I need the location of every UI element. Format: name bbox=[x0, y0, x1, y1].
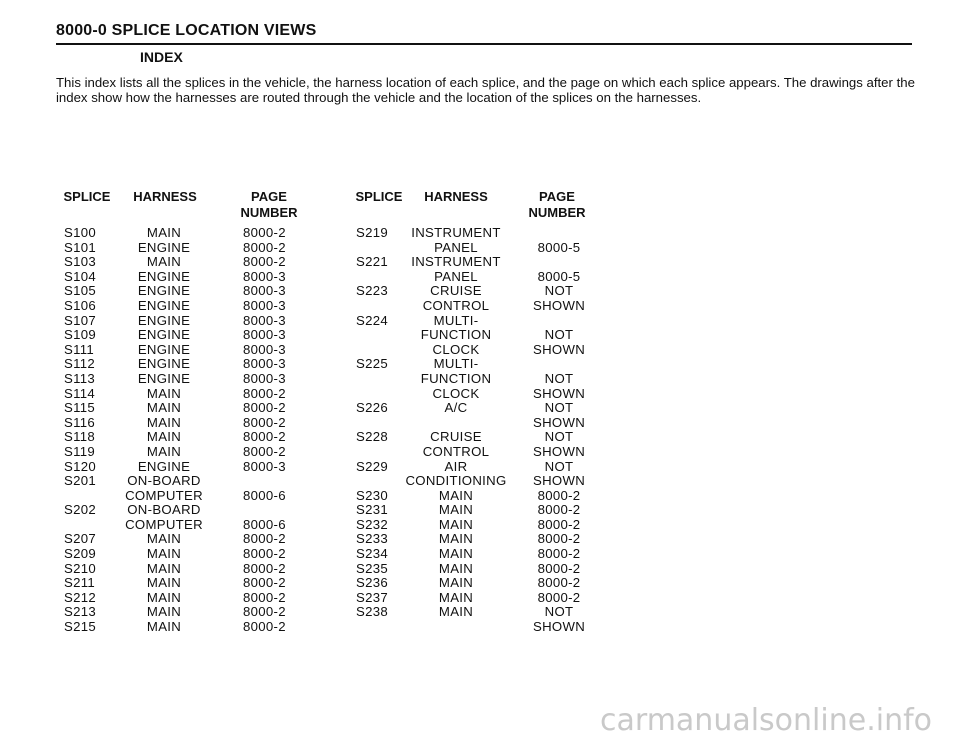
left-page-column bbox=[243, 226, 313, 635]
right-page-cell: 8000-2 bbox=[537, 531, 581, 547]
site-watermark: carmanualsonline.info bbox=[600, 703, 932, 738]
left-harness-cell: MAIN bbox=[146, 589, 182, 605]
left-page-cell: 8000-2 bbox=[243, 225, 286, 240]
right-page-cell: SHOWN bbox=[532, 443, 586, 459]
left-splice-cell: S202 bbox=[64, 502, 96, 518]
left-harness-cell: ENGINE bbox=[137, 356, 191, 372]
left-harness-cell: ON-BOARD bbox=[127, 502, 201, 518]
right-harness-cell: CONTROL bbox=[422, 443, 490, 459]
right-harness-cell bbox=[400, 620, 512, 635]
left-splice-cell: S201 bbox=[64, 473, 96, 489]
left-page-cell: 8000-2 bbox=[243, 400, 286, 416]
right-splice-cell: S238 bbox=[356, 604, 388, 620]
right-splice-header: SPLICE bbox=[355, 189, 403, 204]
right-page-cell: NOT bbox=[544, 400, 574, 416]
left-page-cell: 8000-2 bbox=[243, 443, 286, 459]
right-harness-cell: MAIN bbox=[438, 575, 474, 591]
right-harness-cell: MAIN bbox=[438, 589, 474, 605]
left-harness-cell: COMPUTER bbox=[125, 487, 203, 503]
left-harness-cell: ENGINE bbox=[137, 458, 191, 474]
left-harness-cell: ENGINE bbox=[137, 239, 191, 255]
left-splice-cell: S107 bbox=[64, 312, 96, 328]
left-splice-cell: S113 bbox=[64, 370, 96, 386]
right-harness-cell: FUNCTION bbox=[420, 370, 492, 386]
left-harness-cell: MAIN bbox=[146, 575, 182, 591]
left-page-cell: 8000-2 bbox=[243, 414, 286, 430]
right-page-cell: 8000-5 bbox=[537, 239, 581, 255]
right-harness-cell: PANEL bbox=[434, 239, 478, 255]
right-page-cell: NOT bbox=[544, 458, 574, 474]
left-page-cell: 8000-2 bbox=[243, 531, 286, 547]
intro-paragraph: This index lists all the splices in the vehicle, the harness location of each splice, and the page on which each splice appears. The drawings after the index show how the harnesses are routed through the vehicle and the location of the splices on the harnesses. bbox=[56, 75, 915, 105]
left-page-header bbox=[232, 189, 306, 221]
right-page-cell: 8000-2 bbox=[537, 546, 581, 562]
left-harness-cell: ON-BOARD bbox=[127, 473, 201, 489]
right-harness-cell: MULTI- bbox=[433, 356, 479, 372]
right-page-cell: NOT bbox=[544, 429, 574, 445]
right-harness-cell: MULTI- bbox=[433, 312, 479, 328]
right-splice-cell: S231 bbox=[356, 502, 388, 518]
right-page-header-line2: NUMBER bbox=[528, 205, 586, 220]
left-page-cell: 8000-2 bbox=[243, 619, 286, 635]
right-harness-cell: CRUISE bbox=[430, 283, 482, 299]
right-harness-header: HARNESS bbox=[424, 189, 488, 204]
left-harness-cell: MAIN bbox=[146, 400, 182, 416]
right-splice-cell: S233 bbox=[356, 531, 388, 547]
left-splice-cell: S116 bbox=[64, 414, 96, 430]
left-page-cell bbox=[243, 503, 313, 518]
right-page-cell bbox=[524, 255, 594, 270]
left-page-cell: 8000-2 bbox=[243, 385, 286, 401]
left-harness-cell: MAIN bbox=[146, 619, 182, 635]
left-splice-cell: S207 bbox=[64, 531, 96, 547]
right-page-cell: 8000-2 bbox=[537, 516, 581, 532]
left-splice-cell: S104 bbox=[64, 268, 96, 284]
left-page-cell: 8000-3 bbox=[243, 356, 286, 372]
section-heading: INDEX bbox=[140, 49, 183, 65]
left-harness-cell: ENGINE bbox=[137, 312, 191, 328]
left-harness-cell: MAIN bbox=[146, 604, 182, 620]
right-page-column bbox=[524, 226, 594, 635]
right-splice-cell: S219 bbox=[356, 225, 388, 240]
right-harness-cell: CONTROL bbox=[422, 297, 490, 313]
left-page-cell: 8000-3 bbox=[243, 458, 286, 474]
right-page-cell: SHOWN bbox=[532, 619, 586, 635]
right-splice-cell: S226 bbox=[356, 400, 388, 416]
right-harness-cell bbox=[400, 416, 512, 431]
right-page-cell: SHOWN bbox=[532, 414, 586, 430]
left-page-cell: 8000-3 bbox=[243, 283, 286, 299]
left-harness-cell: MAIN bbox=[146, 225, 182, 240]
page-title: 8000-0 SPLICE LOCATION VIEWS bbox=[56, 22, 317, 39]
left-splice-cell bbox=[64, 518, 124, 533]
right-page-cell bbox=[524, 357, 594, 372]
left-page-cell: 8000-3 bbox=[243, 370, 286, 386]
right-splice-cell: S235 bbox=[356, 560, 388, 576]
right-harness-cell: CRUISE bbox=[430, 429, 482, 445]
left-harness-cell: MAIN bbox=[146, 546, 182, 562]
left-harness-column bbox=[116, 226, 212, 635]
left-page-cell: 8000-2 bbox=[243, 589, 286, 605]
left-splice-cell bbox=[64, 489, 124, 504]
right-splice-cell: S236 bbox=[356, 575, 388, 591]
left-splice-cell: S213 bbox=[64, 604, 96, 620]
left-harness-cell: MAIN bbox=[146, 414, 182, 430]
left-splice-cell: S118 bbox=[64, 429, 96, 445]
right-splice-cell: S237 bbox=[356, 589, 388, 605]
right-page-cell: 8000-2 bbox=[537, 589, 581, 605]
right-page-cell: 8000-2 bbox=[537, 560, 581, 576]
left-splice-column bbox=[64, 226, 124, 635]
right-splice-cell: S230 bbox=[356, 487, 388, 503]
right-harness-cell: MAIN bbox=[438, 487, 474, 503]
right-page-cell: 8000-5 bbox=[537, 268, 581, 284]
right-harness-column bbox=[400, 226, 512, 635]
left-splice-cell: S209 bbox=[64, 546, 96, 562]
right-splice-cell: S223 bbox=[356, 283, 388, 299]
left-page-cell: 8000-3 bbox=[243, 341, 286, 357]
left-page-cell: 8000-2 bbox=[243, 254, 286, 270]
right-splice-cell: S234 bbox=[356, 546, 388, 562]
right-page-header-line1: PAGE bbox=[539, 189, 575, 204]
left-harness-cell: ENGINE bbox=[137, 327, 191, 343]
right-harness-cell: CONDITIONING bbox=[405, 473, 507, 489]
right-splice-cell: S229 bbox=[356, 458, 388, 474]
right-page-cell bbox=[524, 226, 594, 241]
right-harness-cell: MAIN bbox=[438, 560, 474, 576]
left-page-cell: 8000-2 bbox=[243, 546, 286, 562]
left-page-cell: 8000-6 bbox=[243, 487, 286, 503]
right-page-cell bbox=[524, 314, 594, 329]
left-splice-cell: S103 bbox=[64, 254, 96, 270]
left-splice-cell: S100 bbox=[64, 225, 96, 240]
right-splice-cell: S224 bbox=[356, 312, 388, 328]
left-harness-cell: MAIN bbox=[146, 254, 182, 270]
left-splice-cell: S120 bbox=[64, 458, 96, 474]
right-harness-cell: MAIN bbox=[438, 604, 474, 620]
left-splice-cell: S119 bbox=[64, 443, 96, 459]
right-harness-cell: INSTRUMENT bbox=[411, 254, 501, 270]
left-page-cell: 8000-2 bbox=[243, 575, 286, 591]
left-page-cell: 8000-3 bbox=[243, 327, 286, 343]
left-page-cell: 8000-6 bbox=[243, 516, 286, 532]
left-harness-cell: MAIN bbox=[146, 429, 182, 445]
right-harness-cell: MAIN bbox=[438, 531, 474, 547]
right-splice-cell: S232 bbox=[356, 516, 388, 532]
right-page-cell: NOT bbox=[544, 604, 574, 620]
left-splice-cell: S211 bbox=[64, 575, 96, 591]
right-splice-cell: S221 bbox=[356, 254, 388, 270]
left-page-header-line2: NUMBER bbox=[240, 205, 298, 220]
right-page-cell: NOT bbox=[544, 370, 574, 386]
left-harness-header: HARNESS bbox=[133, 189, 197, 204]
left-harness-cell: ENGINE bbox=[137, 341, 191, 357]
right-harness-cell: FUNCTION bbox=[420, 327, 492, 343]
left-splice-cell: S106 bbox=[64, 297, 96, 313]
left-splice-cell: S109 bbox=[64, 327, 96, 343]
left-splice-cell: S114 bbox=[64, 385, 96, 401]
left-harness-cell: ENGINE bbox=[137, 268, 191, 284]
right-page-cell: 8000-2 bbox=[537, 487, 581, 503]
left-splice-cell: S105 bbox=[64, 283, 96, 299]
left-harness-cell: MAIN bbox=[146, 385, 182, 401]
right-harness-cell: AIR bbox=[444, 458, 468, 474]
left-harness-cell: ENGINE bbox=[137, 370, 191, 386]
left-splice-cell: S115 bbox=[64, 400, 96, 416]
left-page-cell bbox=[243, 474, 313, 489]
left-page-cell: 8000-2 bbox=[243, 560, 286, 576]
right-page-cell: SHOWN bbox=[532, 341, 586, 357]
left-page-cell: 8000-3 bbox=[243, 297, 286, 313]
left-page-cell: 8000-2 bbox=[243, 604, 286, 620]
right-harness-cell: PANEL bbox=[434, 268, 478, 284]
right-splice-cell: S225 bbox=[356, 356, 388, 372]
right-page-cell: NOT bbox=[544, 327, 574, 343]
right-harness-cell: A/C bbox=[444, 400, 468, 416]
left-harness-cell: MAIN bbox=[146, 560, 182, 576]
left-splice-cell: S111 bbox=[64, 341, 95, 357]
left-page-cell: 8000-3 bbox=[243, 312, 286, 328]
left-page-cell: 8000-2 bbox=[243, 429, 286, 445]
left-page-header-line1: PAGE bbox=[251, 189, 287, 204]
left-page-cell: 8000-3 bbox=[243, 268, 286, 284]
left-harness-cell: COMPUTER bbox=[125, 516, 203, 532]
left-harness-cell: ENGINE bbox=[137, 283, 191, 299]
left-splice-cell: S101 bbox=[64, 239, 96, 255]
right-harness-cell: MAIN bbox=[438, 516, 474, 532]
left-splice-header: SPLICE bbox=[63, 189, 111, 204]
right-harness-cell: CLOCK bbox=[432, 341, 480, 357]
right-page-header bbox=[520, 189, 594, 221]
left-harness-cell: ENGINE bbox=[137, 297, 191, 313]
left-splice-cell: S215 bbox=[64, 619, 96, 635]
right-harness-cell: MAIN bbox=[438, 546, 474, 562]
left-page-cell: 8000-2 bbox=[243, 239, 286, 255]
right-splice-cell: S228 bbox=[356, 429, 388, 445]
right-page-cell: SHOWN bbox=[532, 297, 586, 313]
right-page-cell: 8000-2 bbox=[537, 502, 581, 518]
right-harness-cell: CLOCK bbox=[432, 385, 480, 401]
right-page-cell: 8000-2 bbox=[537, 575, 581, 591]
left-harness-cell: MAIN bbox=[146, 531, 182, 547]
right-harness-cell: INSTRUMENT bbox=[411, 225, 501, 240]
header-rule bbox=[56, 43, 912, 45]
left-splice-cell: S212 bbox=[64, 589, 96, 605]
right-page-cell: SHOWN bbox=[532, 385, 586, 401]
left-splice-cell: S210 bbox=[64, 560, 96, 576]
right-page-cell: SHOWN bbox=[532, 473, 586, 489]
left-splice-cell: S112 bbox=[64, 356, 96, 372]
right-harness-cell: MAIN bbox=[438, 502, 474, 518]
right-page-cell: NOT bbox=[544, 283, 574, 299]
left-harness-cell: MAIN bbox=[146, 443, 182, 459]
